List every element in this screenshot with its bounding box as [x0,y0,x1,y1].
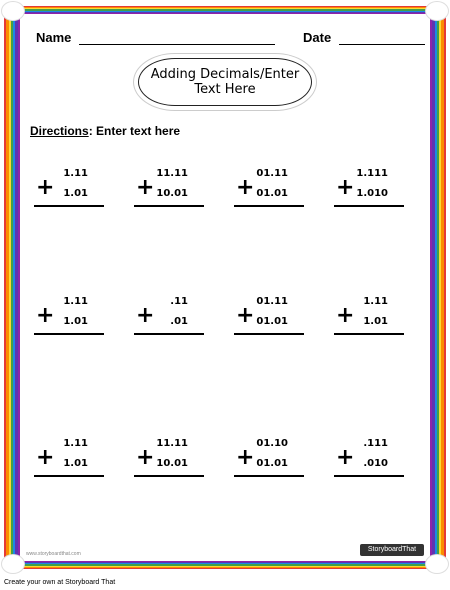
bottom-addend: 01.01 [256,316,288,327]
plus-sign-icon: + [236,303,255,328]
sum-line [334,205,404,207]
bottom-addend: 10.01 [156,188,188,199]
plus-sign-icon: + [136,445,155,470]
addition-problem [234,438,304,486]
addition-problem [34,168,104,216]
sum-line [34,475,104,477]
small-brand-mark: www.storyboardthat.com [26,551,81,557]
directions-label: Directions [30,124,89,138]
sum-line [134,333,204,335]
sum-line [34,205,104,207]
top-addend: 1.11 [63,168,88,179]
bottom-addend: .01 [170,316,188,327]
plus-sign-icon: + [336,303,355,328]
top-addend: 11.11 [156,168,188,179]
name-field [36,30,275,45]
cloud-corner-icon [426,555,448,573]
bottom-addend: 01.01 [256,458,288,469]
name-label: Name [36,30,72,45]
top-addend: 11.11 [156,438,188,449]
plus-sign-icon: + [36,303,55,328]
date-field [303,30,425,45]
addition-problem [334,296,404,344]
cloud-corner-icon [426,2,448,20]
bottom-addend: 10.01 [156,458,188,469]
sum-line [334,333,404,335]
title-line-2: Text Here [194,82,256,97]
plus-sign-icon: + [136,303,155,328]
addition-problem [234,168,304,216]
bottom-addend: 01.01 [256,188,288,199]
sum-line [234,475,304,477]
sum-line [334,475,404,477]
bottom-addend: 1.010 [356,188,388,199]
name-line[interactable] [79,32,275,45]
sum-line [34,333,104,335]
top-addend: .111 [363,438,388,449]
addition-problem [134,438,204,486]
rainbow-border-left [4,8,20,567]
storyboardthat-logo: StoryboardThat [360,544,424,556]
directions [30,124,180,138]
addition-problem [234,296,304,344]
date-label: Date [303,30,332,45]
bottom-addend: 1.01 [363,316,388,327]
top-addend: 1.111 [356,168,388,179]
plus-sign-icon: + [236,445,255,470]
top-addend: 1.11 [363,296,388,307]
rainbow-border-bottom [8,561,442,569]
bottom-addend: 1.01 [63,316,88,327]
addition-problem [134,296,204,344]
date-line[interactable] [339,32,425,45]
bottom-addend: 1.01 [63,188,88,199]
plus-sign-icon: + [336,445,355,470]
rainbow-border-top [8,6,442,14]
sum-line [234,205,304,207]
plus-sign-icon: + [136,175,155,200]
bottom-addend: .010 [363,458,388,469]
addition-problem [334,168,404,216]
bottom-addend: 1.01 [63,458,88,469]
rainbow-border-right [430,8,446,567]
plus-sign-icon: + [36,445,55,470]
addition-problem [34,296,104,344]
title-line-1: Adding Decimals/Enter [150,67,300,82]
top-addend: 01.11 [256,296,288,307]
footer-text: Create your own at Storyboard That [4,579,116,586]
top-addend: 01.11 [256,168,288,179]
addition-problem [134,168,204,216]
addition-problem [334,438,404,486]
sum-line [134,205,204,207]
plus-sign-icon: + [36,175,55,200]
top-addend: 01.10 [256,438,288,449]
title-cloud [138,58,312,106]
footer [0,575,450,590]
top-addend: .11 [170,296,188,307]
top-addend: 1.11 [63,438,88,449]
cloud-corner-icon [2,2,24,20]
sum-line [234,333,304,335]
addition-problem [34,438,104,486]
top-addend: 1.11 [63,296,88,307]
cloud-corner-icon [2,555,24,573]
plus-sign-icon: + [236,175,255,200]
sum-line [134,475,204,477]
directions-text: : Enter text here [88,124,181,138]
plus-sign-icon: + [336,175,355,200]
